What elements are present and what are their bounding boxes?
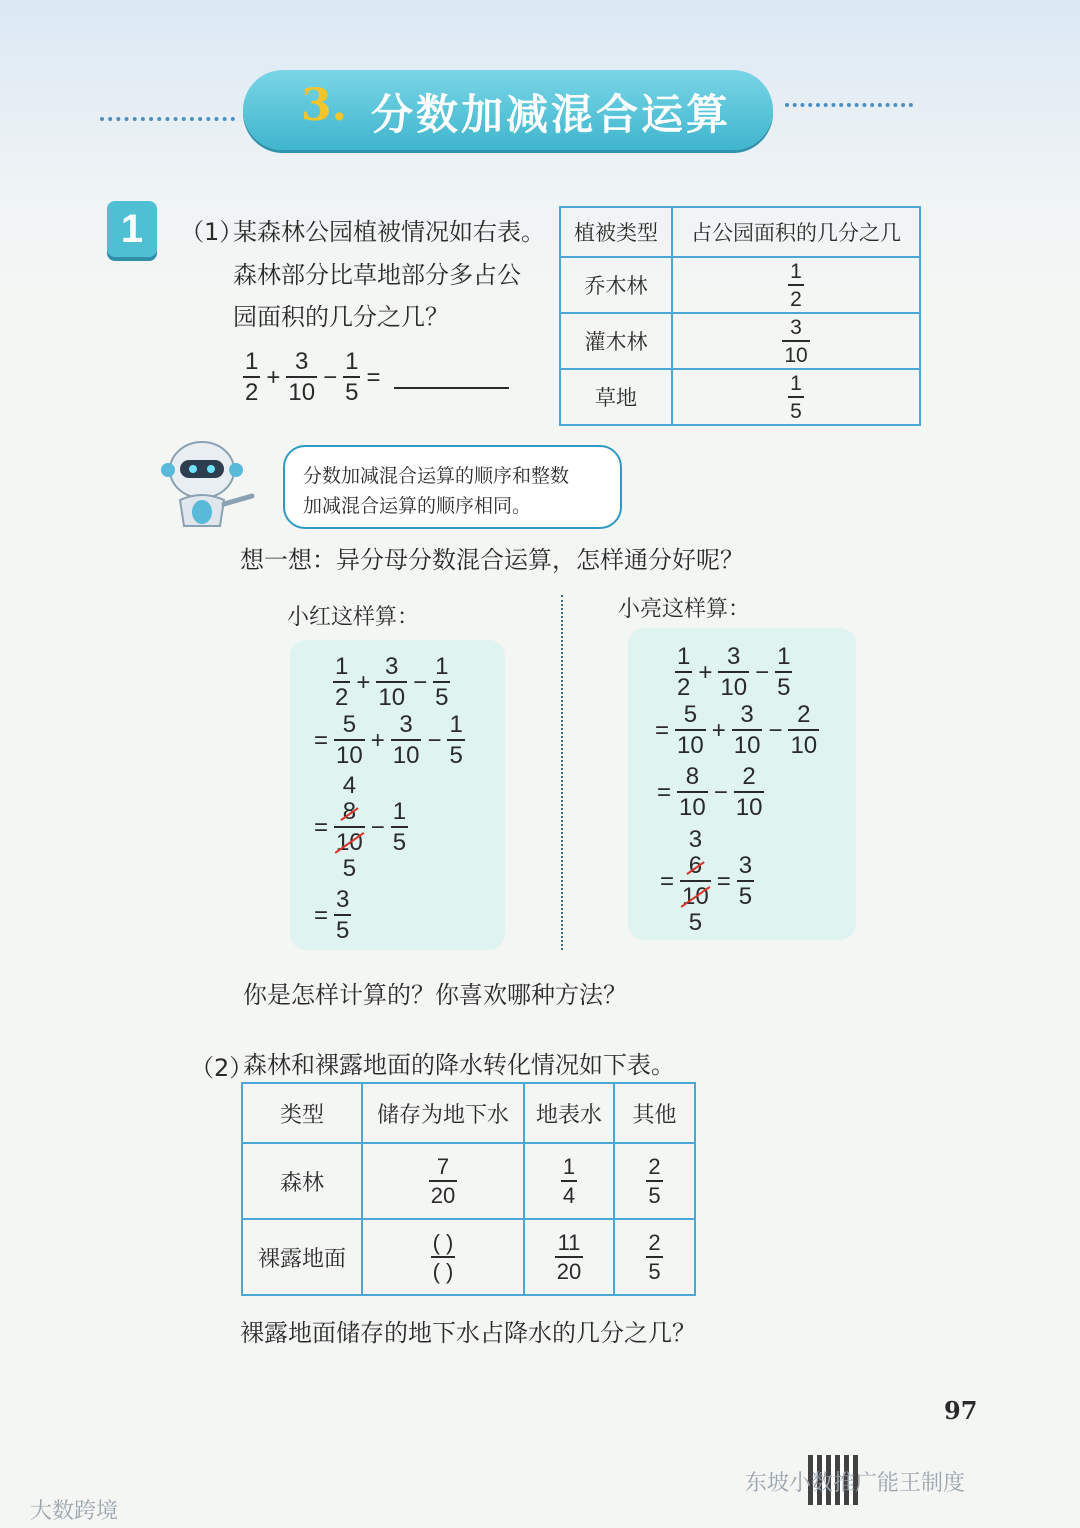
part1-label: （1） — [180, 218, 244, 246]
table-cell: $\frac{2}{5}$ — [614, 1219, 695, 1295]
table-cell: 森林 — [242, 1143, 362, 1219]
table-cell: 灌木林 — [560, 313, 672, 369]
lesson-title-banner — [243, 70, 773, 150]
table-cell: 裸露地面 — [242, 1219, 362, 1295]
xiaoliang-step-2: = $\frac{5}{10}$ + $\frac{3}{10}$ − $\frac{2}{10}$ — [655, 701, 818, 759]
fraction: $\frac{3}{10}$ — [288, 348, 316, 406]
watermark-right: 东坡小数推广能王制度 — [745, 1471, 966, 1496]
part1-expression: $\frac{1}{2}$ + $\frac{3}{10}$ − $\frac{1}{5}$ = — [243, 350, 509, 405]
part1-line-2: 森林部分比草地部分多占公 — [233, 261, 521, 289]
xiaoliang-step-3: = $\frac{8}{10}$ − $\frac{2}{10}$ — [657, 763, 763, 821]
xiaoliang-label: 小亮这样算： — [618, 597, 751, 622]
question-number-badge: 1 — [107, 201, 157, 257]
fraction: $\frac{1}{5}$ — [345, 348, 359, 406]
robot-speech-bubble — [283, 445, 622, 529]
think-prompt: 想一想：异分母分数混合运算，怎样通分好呢？ — [240, 546, 744, 574]
xiaoliang-step-4: = 3 $\frac{6}{10}$ 5 = $\frac{3}{5}$ — [660, 826, 753, 936]
final-question: 裸露地面储存的地下水占降水的几分之几？ — [240, 1319, 696, 1347]
vegetation-table — [559, 206, 921, 426]
method-question: 你是怎样计算的？你喜欢哪种方法？ — [243, 981, 627, 1009]
table-cell: $\frac{3}{10}$ — [672, 313, 920, 369]
xiaohong-step-4: = $\frac{3}{5}$ — [314, 886, 350, 944]
xiaohong-step-2: = $\frac{5}{10}$ + $\frac{3}{10}$ − $\frac{1}{5}$ — [314, 711, 463, 769]
table-cell: $\frac{7}{20}$ — [362, 1143, 524, 1219]
table-cell: $\frac{1}{2}$ — [672, 257, 920, 313]
table-header: 类型 — [242, 1083, 362, 1143]
watermark-left: 大数跨境 — [30, 1499, 119, 1524]
table-cell: 草地 — [560, 369, 672, 425]
robot-icon — [160, 430, 270, 530]
lesson-title: 分数加减混合运算 — [371, 90, 732, 139]
table-cell: 乔木林 — [560, 257, 672, 313]
fraction: $\frac{1}{2}$ — [245, 348, 259, 406]
table-header: 其他 — [614, 1083, 695, 1143]
lesson-number: 3. — [301, 80, 347, 131]
bubble-line-2: 加减混合运算的顺序相同。 — [303, 495, 532, 517]
banner-dotted-line-right — [785, 103, 913, 107]
part1-line-3: 园面积的几分之几？ — [233, 303, 449, 331]
divider-line — [561, 595, 563, 950]
table-cell: $\frac{1}{4}$ — [524, 1143, 614, 1219]
xiaohong-step-1: $\frac{1}{2}$ + $\frac{3}{10}$ − $\frac{1}{5}$ — [335, 653, 449, 711]
table-cell: $\frac{2}{5}$ — [614, 1143, 695, 1219]
table-cell: $\frac{11}{20}$ — [524, 1219, 614, 1295]
part2-text: 森林和裸露地面的降水转化情况如下表。 — [243, 1051, 675, 1079]
xiaohong-step-3: = 4 $\frac{8}{10}$ 5 − $\frac{1}{5}$ — [314, 772, 407, 882]
answer-cell[interactable]: $\frac{( )}{( )}$ — [362, 1219, 524, 1295]
bubble-line-1: 分数加减混合运算的顺序和整数 — [303, 465, 570, 487]
precipitation-table — [241, 1082, 696, 1296]
table-cell: $\frac{1}{5}$ — [672, 369, 920, 425]
part2-label: （2） — [190, 1054, 254, 1082]
table-header: 占公园面积的几分之几 — [672, 207, 920, 257]
page-number: 97 — [944, 1396, 978, 1425]
part1-line-1: 某森林公园植被情况如右表。 — [233, 218, 545, 246]
answer-blank[interactable] — [394, 367, 509, 389]
table-header: 储存为地下水 — [362, 1083, 524, 1143]
table-header: 地表水 — [524, 1083, 614, 1143]
xiaoliang-step-1: $\frac{1}{2}$ + $\frac{3}{10}$ − $\frac{1}{5}$ — [677, 643, 791, 701]
xiaohong-label: 小红这样算： — [287, 605, 420, 630]
banner-dotted-line-left — [100, 117, 235, 121]
table-header: 植被类型 — [560, 207, 672, 257]
